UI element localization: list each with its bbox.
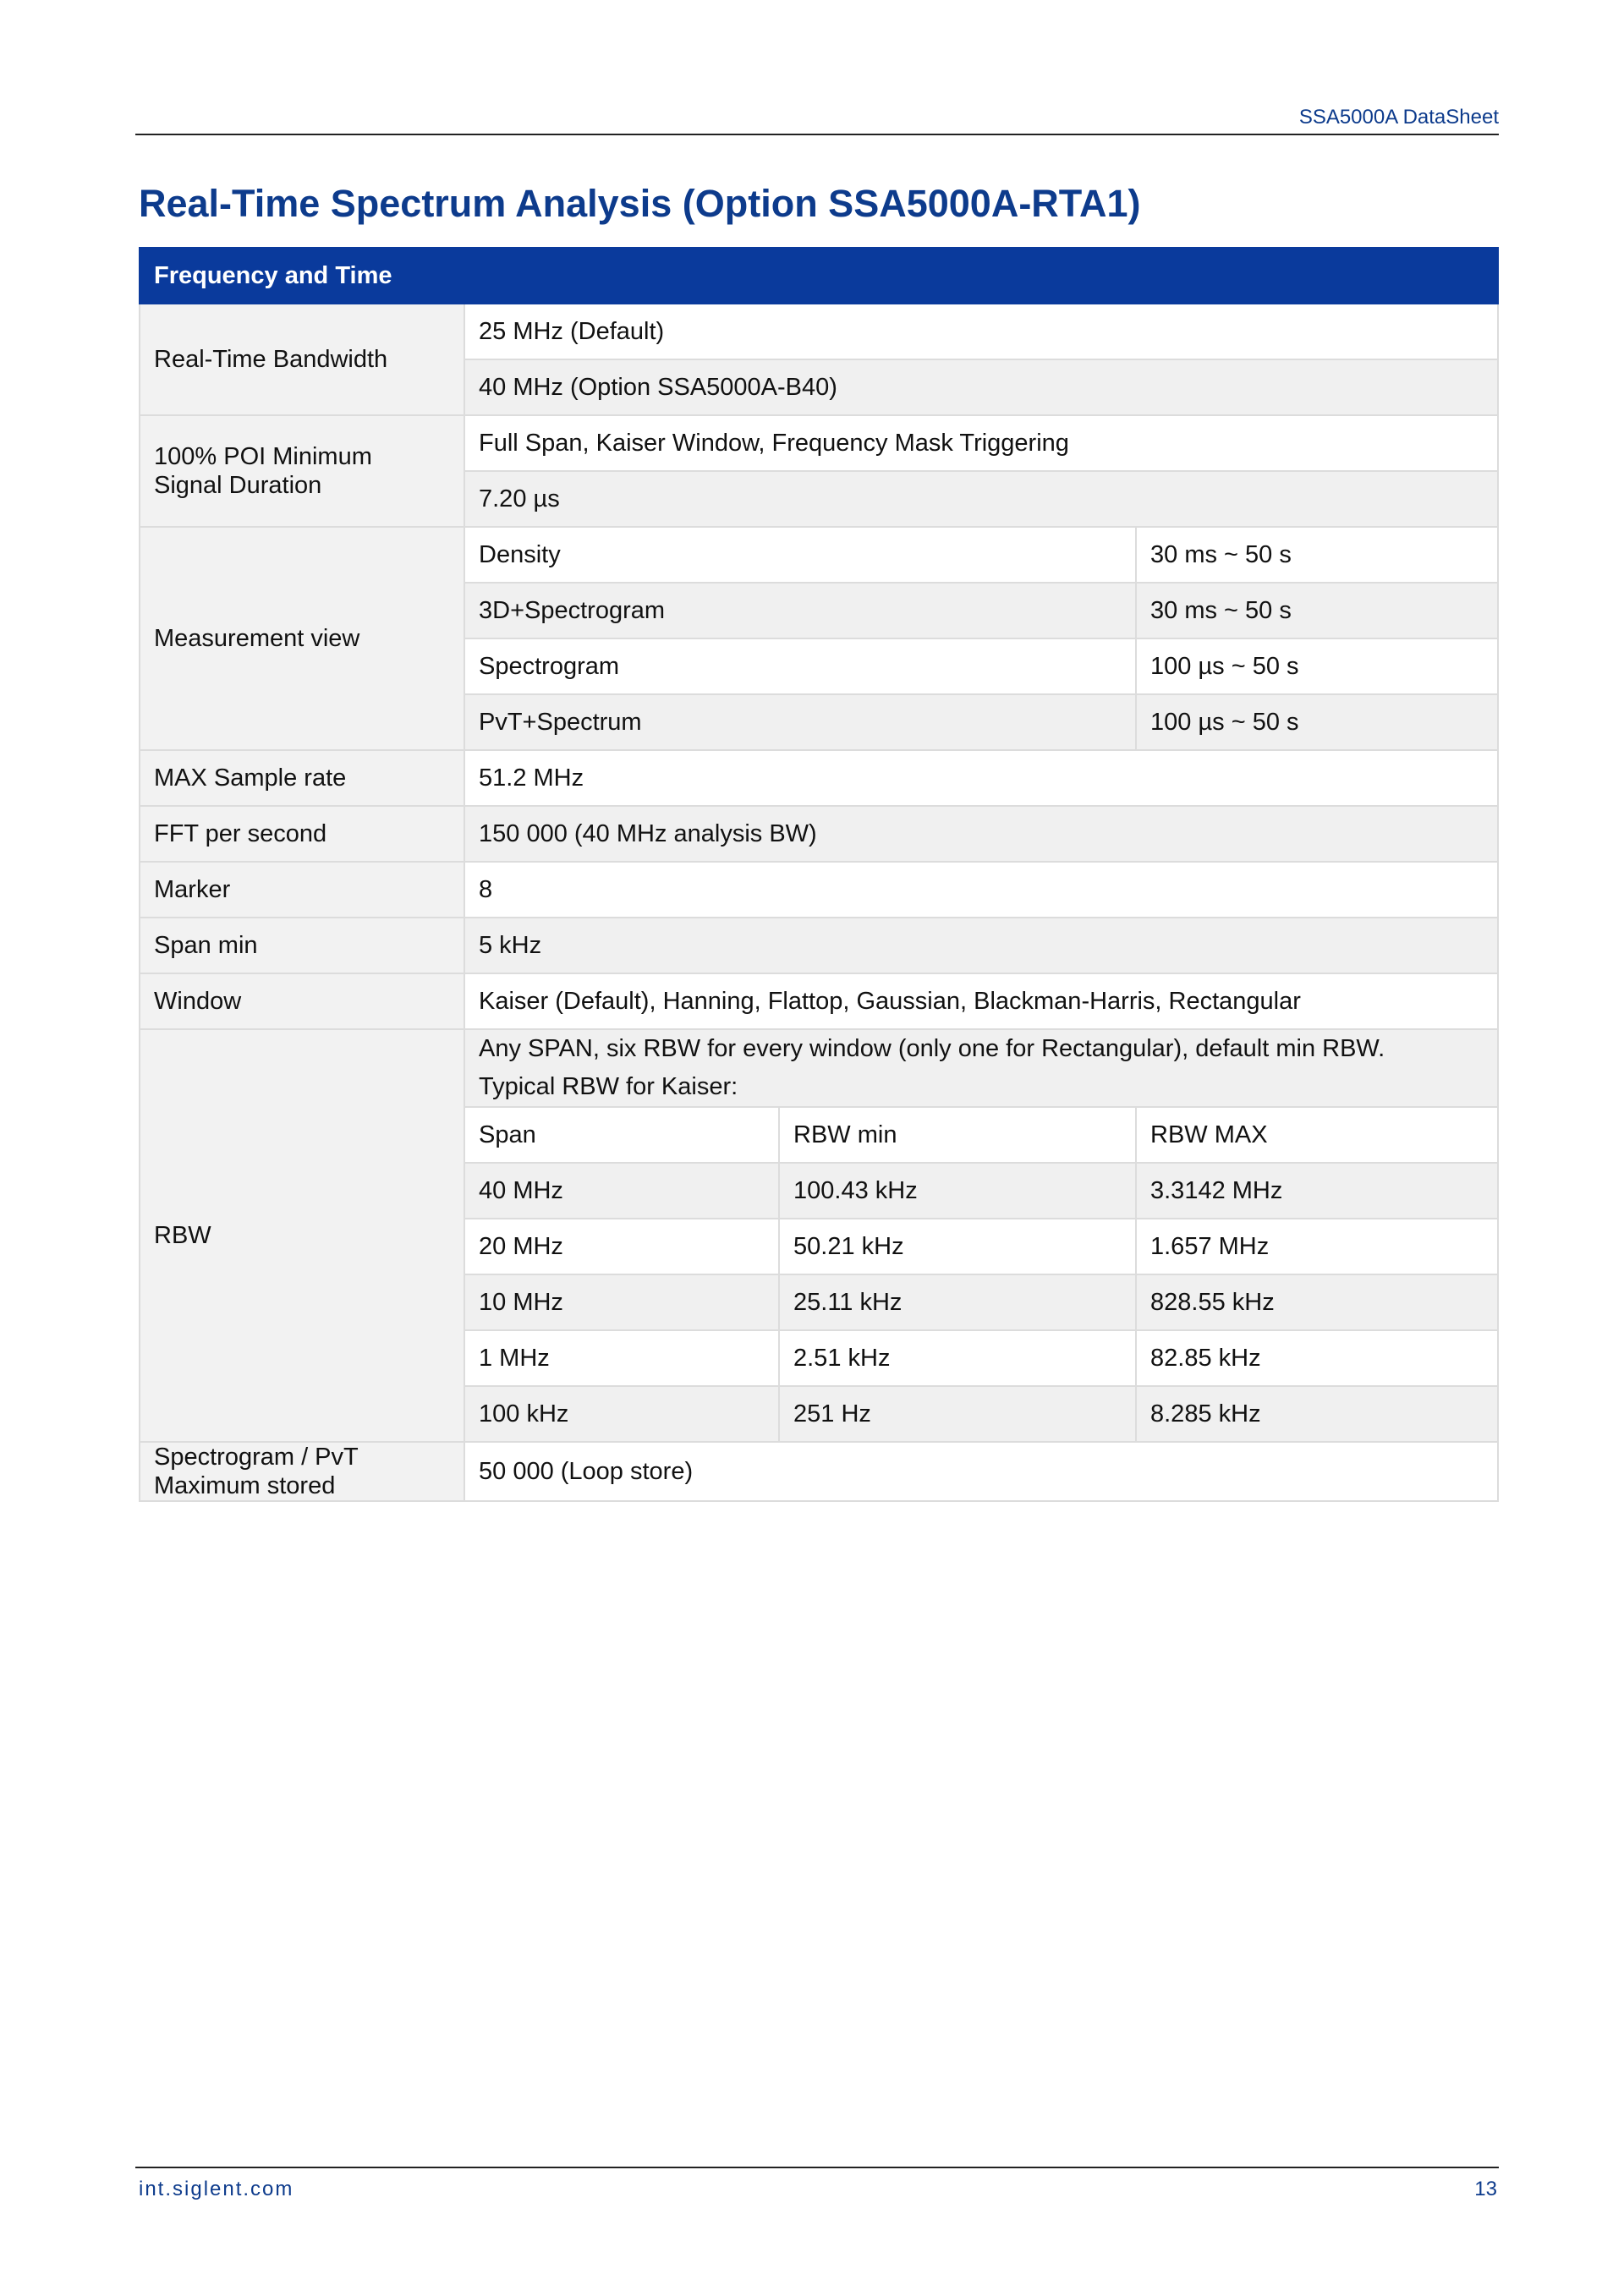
page-title: Real-Time Spectrum Analysis (Option SSA5000A-RTA1) xyxy=(139,182,1141,225)
cell-span: 1 MHz xyxy=(464,1330,779,1386)
cell-rbw-min: 100.43 kHz xyxy=(779,1163,1136,1219)
page-number: 13 xyxy=(1474,2178,1497,2200)
cell-rbw-min: 251 Hz xyxy=(779,1386,1136,1442)
cell-value: 40 MHz (Option SSA5000A-B40) xyxy=(464,359,1498,415)
table-row xyxy=(140,918,1498,973)
row-label-fft-per-second: FFT per second xyxy=(140,806,464,862)
table-row xyxy=(140,304,1498,359)
footer-url: int.siglent.com xyxy=(139,2178,294,2200)
label-line: Signal Duration xyxy=(154,472,322,499)
cell-value: 25 MHz (Default) xyxy=(464,304,1498,359)
cell-value: Kaiser (Default), Hanning, Flattop, Gaussian, Blackman-Harris, Rectangular xyxy=(464,973,1498,1029)
table-row xyxy=(140,1442,1498,1501)
row-label-measurement-view: Measurement view xyxy=(140,527,464,750)
table-row xyxy=(140,527,1498,583)
cell-rbw-max: 3.3142 MHz xyxy=(1136,1163,1498,1219)
table-row xyxy=(140,1029,1498,1107)
spec-table xyxy=(139,247,1499,1502)
table-row xyxy=(140,415,1498,471)
cell-span: 40 MHz xyxy=(464,1163,779,1219)
section-title: Frequency and Time xyxy=(140,248,1498,304)
cell-value: Full Span, Kaiser Window, Frequency Mask Triggering xyxy=(464,415,1498,471)
row-label-sample-rate: MAX Sample rate xyxy=(140,750,464,806)
column-header: RBW MAX xyxy=(1136,1107,1498,1163)
header-divider xyxy=(135,134,1499,135)
cell-view-range: 100 µs ~ 50 s xyxy=(1136,694,1498,750)
cell-rbw-min: 2.51 kHz xyxy=(779,1330,1136,1386)
cell-span: 10 MHz xyxy=(464,1274,779,1330)
cell-value: 50 000 (Loop store) xyxy=(464,1442,1498,1501)
cell-view-name: 3D+Spectrogram xyxy=(464,583,1136,638)
note-line: Typical RBW for Kaiser: xyxy=(479,1073,738,1100)
cell-rbw-min: 50.21 kHz xyxy=(779,1219,1136,1274)
row-label-span-min: Span min xyxy=(140,918,464,973)
cell-span: 20 MHz xyxy=(464,1219,779,1274)
note-line: Any SPAN, six RBW for every window (only one for Rectangular), default min RBW. xyxy=(479,1035,1385,1062)
label-line: 100% POI Minimum xyxy=(154,443,372,470)
cell-value: 51.2 MHz xyxy=(464,750,1498,806)
section-header-row xyxy=(140,248,1498,304)
cell-view-name: Spectrogram xyxy=(464,638,1136,694)
cell-rbw-min: 25.11 kHz xyxy=(779,1274,1136,1330)
running-header: SSA5000A DataSheet xyxy=(1298,106,1499,129)
cell-rbw-max: 828.55 kHz xyxy=(1136,1274,1498,1330)
label-line: Maximum stored xyxy=(154,1472,336,1499)
cell-value: 5 kHz xyxy=(464,918,1498,973)
cell-view-name: Density xyxy=(464,527,1136,583)
cell-view-name: PvT+Spectrum xyxy=(464,694,1136,750)
cell-value: 150 000 (40 MHz analysis BW) xyxy=(464,806,1498,862)
row-label-poi xyxy=(140,415,464,527)
table-row xyxy=(140,806,1498,862)
table-row xyxy=(140,750,1498,806)
cell-rbw-max: 1.657 MHz xyxy=(1136,1219,1498,1274)
cell-value: 8 xyxy=(464,862,1498,918)
table-row xyxy=(140,862,1498,918)
cell-view-range: 100 µs ~ 50 s xyxy=(1136,638,1498,694)
footer-divider xyxy=(135,2167,1499,2168)
rbw-note xyxy=(464,1029,1498,1107)
column-header: Span xyxy=(464,1107,779,1163)
cell-view-range: 30 ms ~ 50 s xyxy=(1136,583,1498,638)
cell-rbw-max: 82.85 kHz xyxy=(1136,1330,1498,1386)
row-label-max-stored xyxy=(140,1442,464,1501)
cell-rbw-max: 8.285 kHz xyxy=(1136,1386,1498,1442)
row-label-marker: Marker xyxy=(140,862,464,918)
table-row xyxy=(140,973,1498,1029)
row-label-rbw: RBW xyxy=(140,1029,464,1442)
cell-value: 7.20 µs xyxy=(464,471,1498,527)
label-line: Spectrogram / PvT xyxy=(154,1444,359,1471)
row-label-window: Window xyxy=(140,973,464,1029)
cell-view-range: 30 ms ~ 50 s xyxy=(1136,527,1498,583)
column-header: RBW min xyxy=(779,1107,1136,1163)
cell-span: 100 kHz xyxy=(464,1386,779,1442)
row-label-realtime-bandwidth: Real-Time Bandwidth xyxy=(140,304,464,415)
